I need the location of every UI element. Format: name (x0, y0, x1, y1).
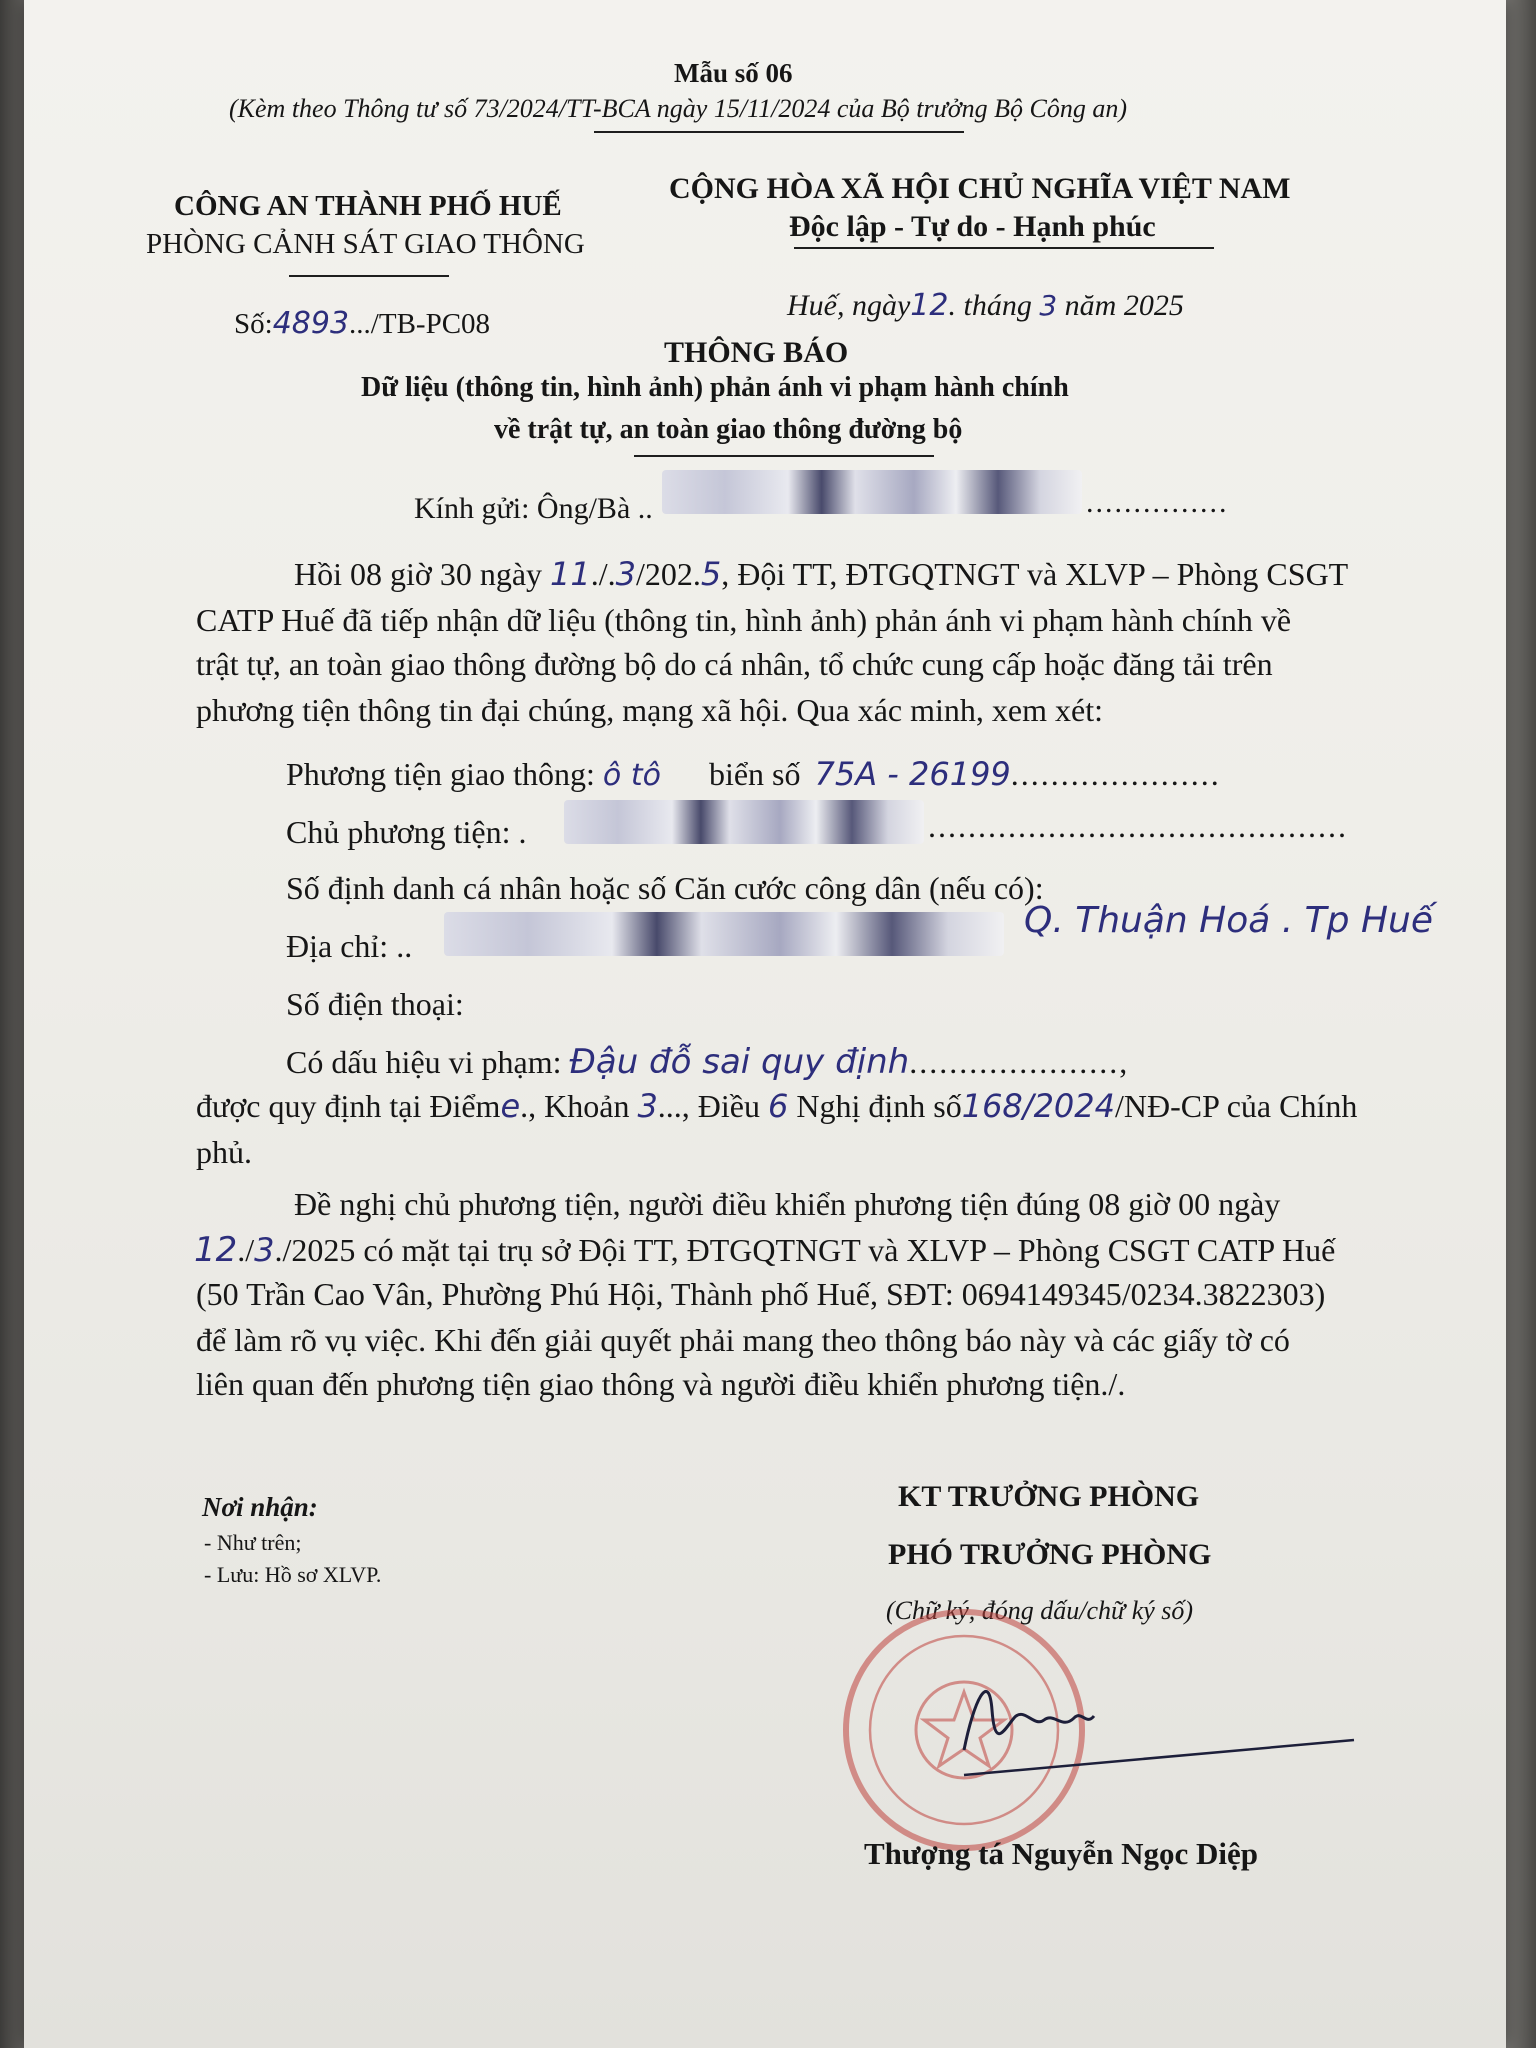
id-label: Số định danh cá nhân hoặc số Căn cước công dân (nếu có): (286, 870, 1044, 906)
recipients-item-2: - Lưu: Hồ sơ XLVP. (204, 1562, 382, 1587)
title-underline (634, 455, 934, 457)
form-number: Mẫu số 06 (674, 58, 793, 88)
signatory-name: Thượng tá Nguyễn Ngọc Diệp (864, 1836, 1259, 1871)
owner-dots: .......................................... (928, 808, 1348, 844)
vehicle-value-handwritten: ô tô (602, 758, 661, 793)
intro-month-handwritten: 3 (615, 555, 636, 593)
nation-line1: CỘNG HÒA XÃ HỘI CHỦ NGHĨA VIỆT NAM (669, 172, 1291, 205)
ref-number-handwritten: 4893 (272, 306, 350, 341)
decree-handwritten: 168/2024 (961, 1087, 1115, 1125)
request-line3: (50 Trần Cao Vân, Phường Phú Hội, Thành phố Huế, SĐT: 0694149345/0234.3822303) (196, 1276, 1326, 1312)
issuer-line2: PHÒNG CẢNH SÁT GIAO THÔNG (146, 228, 585, 260)
signature-note: (Chữ ký, đóng dấu/chữ ký số) (886, 1596, 1194, 1625)
request-line2: 12./3./2025 có mặt tại trụ sở Đội TT, ĐTGQTNGT và XLVP – Phòng CSGT CATP Huế (194, 1230, 1336, 1270)
request-month-handwritten: 3 (254, 1231, 275, 1269)
violation-value-handwritten: Đậu đỗ sai quy định (569, 1042, 910, 1082)
request-day-handwritten: 12 (194, 1230, 238, 1270)
intro-line3: trật tự, an toàn giao thông đường bộ do cá nhân, tổ chức cung cấp hoặc đăng tải trên (196, 646, 1273, 682)
owner-label: Chủ phương tiện: . (286, 814, 527, 850)
intro-year-handwritten: 5 (700, 555, 722, 593)
recipients-item-1: - Như trên; (204, 1530, 302, 1555)
nation-underline (794, 247, 1214, 249)
date-month-handwritten: 3 (1039, 289, 1058, 322)
issuer-underline (289, 275, 449, 277)
redacted-address (444, 912, 1004, 956)
request-line4: để làm rõ vụ việc. Khi đến giải quyết phải mang theo thông báo này và các giấy tờ có (196, 1322, 1290, 1358)
document-page (24, 0, 1506, 2048)
intro-line4: phương tiện thông tin đại chúng, mạng xã hội. Qua xác minh, xem xét: (196, 692, 1103, 728)
document-subtitle-1: Dữ liệu (thông tin, hình ảnh) phản ánh vi phạm hành chính (361, 372, 1069, 403)
vehicle-row: Phương tiện giao thông: ô tô biển số 75A - 26199..................... (286, 755, 1221, 793)
clause-handwritten: 3 (637, 1087, 658, 1125)
intro-day-handwritten: 11 (550, 555, 591, 593)
recipient-label: Kính gửi: Ông/Bà .. (414, 492, 653, 525)
document-title: THÔNG BÁO (664, 336, 849, 369)
issue-date: Huế, ngày12. tháng 3 năm 2025 (787, 288, 1184, 323)
date-day-handwritten: 12 (910, 288, 949, 323)
article-handwritten: 6 (768, 1087, 789, 1125)
recipient-dots: ............... (1086, 486, 1229, 519)
phone-label: Số điện thoại: (286, 986, 464, 1022)
signature-title-1: KT TRƯỞNG PHÒNG (898, 1480, 1200, 1513)
document-subtitle-2: về trật tự, an toàn giao thông đường bộ (494, 414, 963, 445)
red-seal-stamp (846, 1612, 1082, 1848)
form-attachment: (Kèm theo Thông tư số 73/2024/TT-BCA ngày 15/11/2024 của Bộ trưởng Bộ Công an) (229, 94, 1128, 123)
legal-basis-row: được quy định tại Điểme., Khoản 3..., Điều 6 Nghị định số168/2024/NĐ-CP của Chính (196, 1087, 1358, 1125)
address-label: Địa chỉ: .. (286, 928, 413, 964)
signature-title-2: PHÓ TRƯỞNG PHÒNG (888, 1538, 1212, 1571)
violation-row: Có dấu hiệu vi phạm: Đậu đỗ sai quy định....................., (286, 1042, 1130, 1082)
point-handwritten: e (500, 1087, 521, 1125)
request-line5: liên quan đến phương tiện giao thông và người điều khiển phương tiện./. (196, 1366, 1126, 1402)
official-stamp-and-signature (814, 1600, 1374, 1860)
redacted-recipient-name (662, 470, 1082, 514)
recipients-title: Nơi nhận: (202, 1492, 318, 1522)
request-line1: Đề nghị chủ phương tiện, người điều khiển phương tiện đúng 08 giờ 00 ngày (294, 1186, 1281, 1222)
intro-line1: Hồi 08 giờ 30 ngày 11./.3/202.5, Đội TT, ĐTGQTNGT và XLVP – Phòng CSGT (294, 555, 1349, 593)
redacted-owner-name (564, 800, 924, 844)
plate-value-handwritten: 75A - 26199 (814, 755, 1011, 793)
reference-number: Số:4893.../TB-PC08 (234, 306, 491, 341)
nation-line2: Độc lập - Tự do - Hạnh phúc (789, 210, 1156, 243)
legal-basis-end: phủ. (196, 1134, 252, 1170)
issuer-line1: CÔNG AN THÀNH PHỐ HUẾ (174, 190, 562, 222)
attachment-underline (594, 131, 964, 133)
address-value-handwritten: Q. Thuận Hoá . Tp Huế (1024, 900, 1433, 941)
intro-line2: CATP Huế đã tiếp nhận dữ liệu (thông tin, hình ảnh) phản ánh vi phạm hành chính về (196, 602, 1292, 638)
